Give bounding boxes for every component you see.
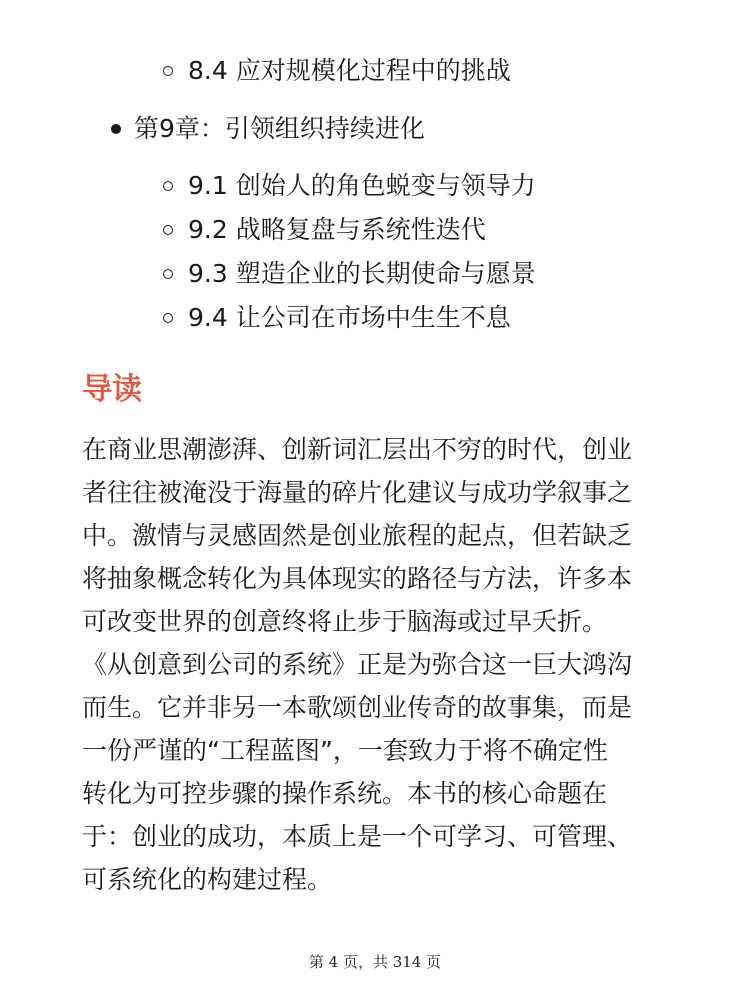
paragraph-line: 转化为可控步骤的操作系统。本书的核心命题在 — [82, 779, 608, 808]
toc-item-9-3: 9.3 塑造企业的长期使命与愿景 — [188, 259, 536, 288]
toc-bullet-circle-icon — [163, 66, 173, 76]
paragraph-line: 可改变世界的创意终将止步于脑海或过早夭折。 — [82, 607, 608, 636]
toc-item-8-4: 8.4 应对规模化过程中的挑战 — [188, 56, 511, 85]
paragraph-line: 而生。它并非另一本歌颂创业传奇的故事集，而是 — [82, 693, 633, 722]
paragraph-line: 《从创意到公司的系统》正是为弥合这一巨大鸿沟 — [82, 650, 633, 679]
section-heading: 导读 — [82, 372, 142, 407]
paragraph-line: 可系统化的构建过程。 — [82, 865, 333, 894]
paragraph-line: 于：创业的成功，本质上是一个可学习、可管理、 — [82, 822, 633, 851]
paragraph-line: 者往往被淹没于海量的碎片化建议与成功学叙事之 — [82, 478, 633, 507]
toc-item-9-4: 9.4 让公司在市场中生生不息 — [188, 303, 511, 332]
paragraph-line: 在商业思潮澎湃、创新词汇层出不穷的时代，创业 — [82, 435, 633, 464]
page-number-footer: 第 4 页，共 314 页 — [308, 953, 442, 971]
toc-item-9-2: 9.2 战略复盘与系统性迭代 — [188, 215, 486, 244]
toc-bullet-circle-icon — [163, 313, 173, 323]
paragraph-line: 将抽象概念转化为具体现实的路径与方法，许多本 — [82, 564, 633, 593]
toc-item-9-1: 9.1 创始人的角色蜕变与领导力 — [188, 171, 536, 200]
section-paragraph — [82, 428, 676, 901]
toc-bullet-circle-icon — [163, 225, 173, 235]
toc-bullet-circle-icon — [163, 181, 173, 191]
paragraph-line: 一份严谨的“工程蓝图”，一套致力于将不确定性 — [82, 736, 608, 765]
toc-chapter-9: 第9章：引领组织持续进化 — [134, 114, 425, 143]
paragraph-line: 中。激情与灵感固然是创业旅程的起点，但若缺乏 — [82, 521, 633, 550]
toc-bullet-circle-icon — [163, 269, 173, 279]
toc-bullet-disc-icon — [111, 124, 121, 134]
